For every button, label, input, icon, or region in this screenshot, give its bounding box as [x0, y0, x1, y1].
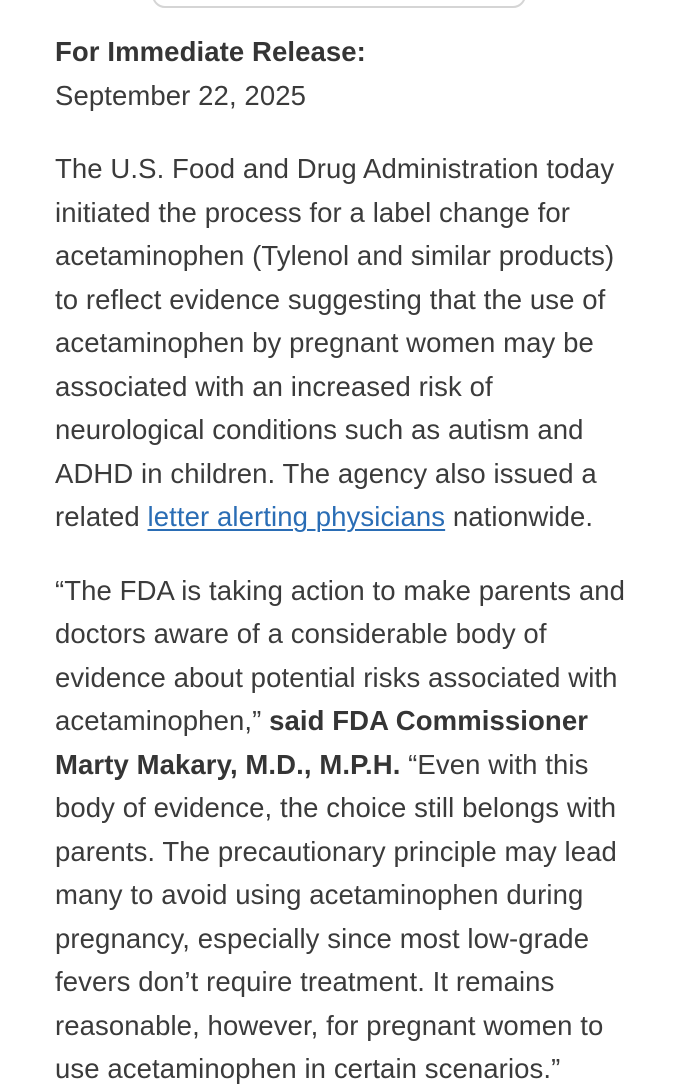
- paragraph1-text-after-link: nationwide.: [445, 501, 594, 532]
- paragraph1-text-before-link: The U.S. Food and Drug Administration today initiated the process for a label change for acetaminophen (Tylenol and similar products) to reflect evidence suggesting that the use of acetaminophen by pregnant women may be associated with an increased risk of neurological conditions such as autism and ADHD in children. The agency also issued a related: [55, 153, 615, 532]
- commissioner-attribution: said FDA Commissioner Marty Makary, M.D., M.P.H.: [55, 705, 589, 780]
- paragraph-commissioner-quote: [55, 569, 627, 1091]
- paragraph-announcement: [55, 147, 627, 539]
- release-label: For Immediate Release:: [55, 36, 366, 67]
- quote-end-text: “Even with this body of evidence, the choice still belongs with parents. The precautionary principle may lead many to avoid using acetaminophen during pregnancy, especially since most low-grade fevers don’t require treatment. It remains reasonable, however, for pregnant women to use acetaminophen in certain scenarios.”: [55, 748, 617, 1084]
- quote-start-text: “The FDA is taking action to make parents and doctors aware of a considerable body of evidence about potential risks associated with acetaminophen,”: [55, 574, 626, 736]
- release-header: [55, 30, 627, 117]
- release-date: September 22, 2025: [55, 79, 307, 111]
- letter-alerting-physicians-link[interactable]: letter alerting physicians: [147, 501, 446, 532]
